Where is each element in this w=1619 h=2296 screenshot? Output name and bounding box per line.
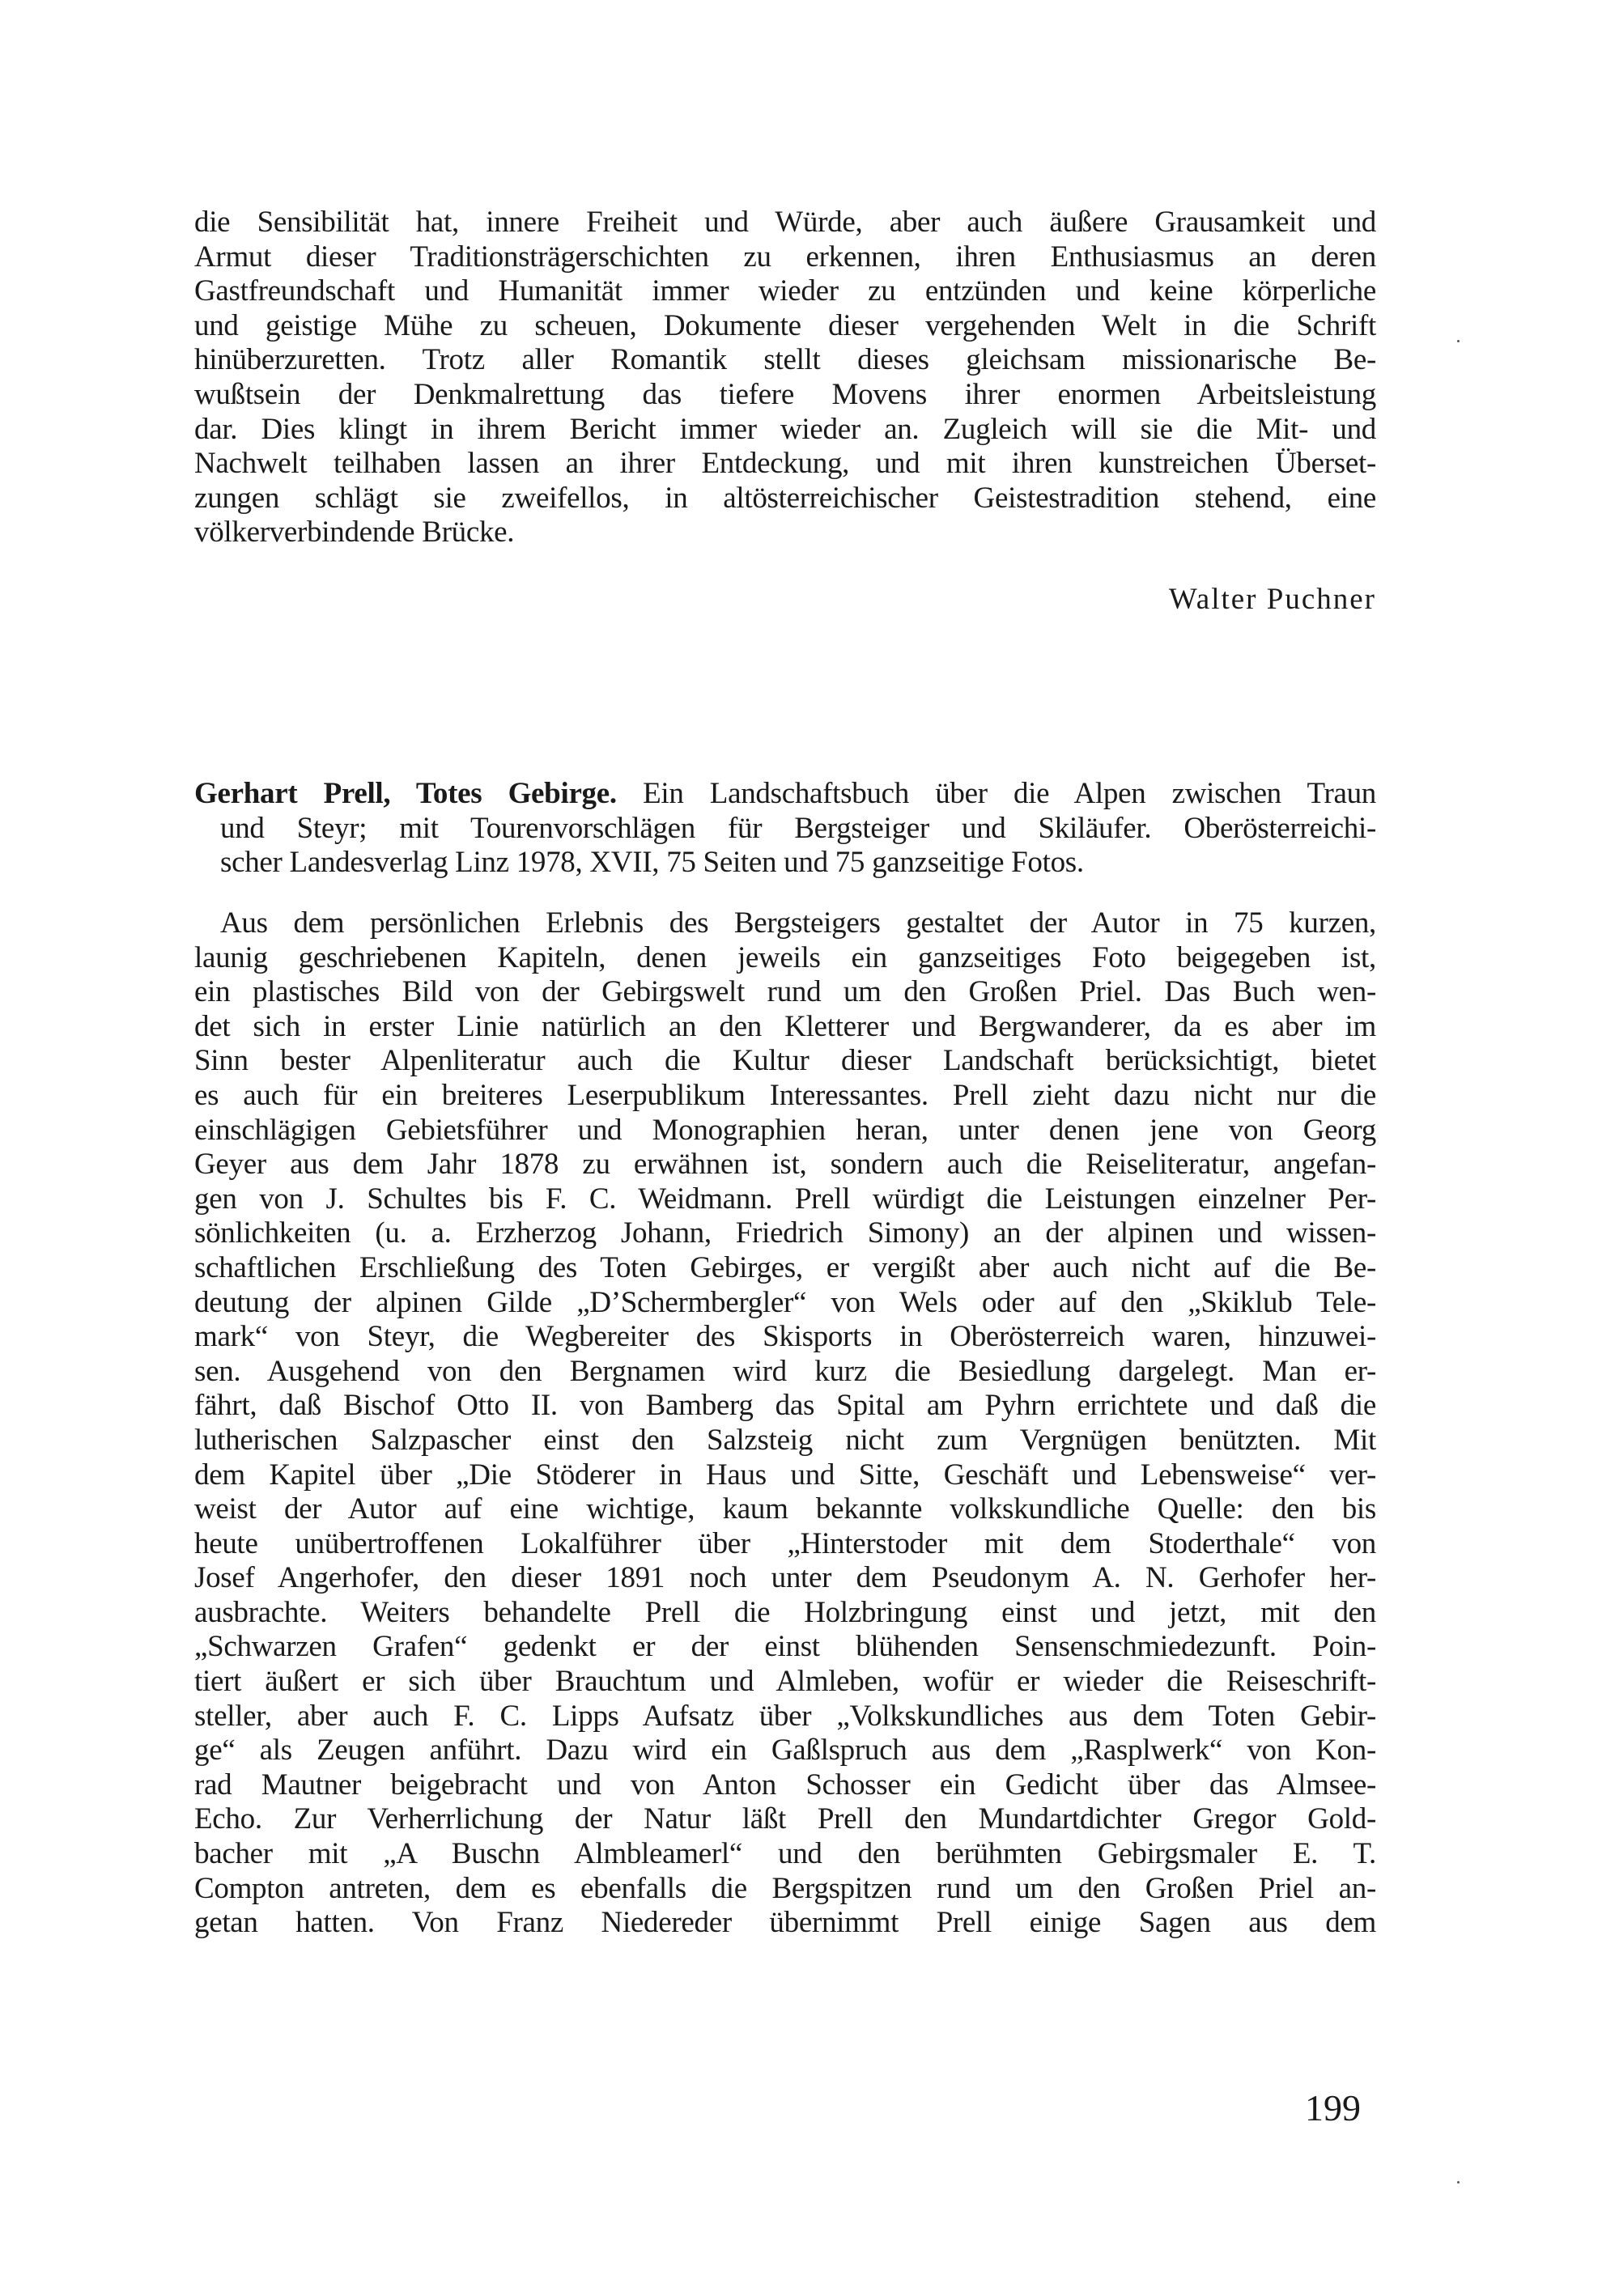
text-line: sen. Ausgehend von den Bergnamen wird kurz die Besiedlung dargelegt. Man er- <box>194 1354 1376 1388</box>
citation-line-2: und Steyr; mit Tourenvorschlägen für Bergsteiger und Skiläufer. Oberösterreichi- <box>220 811 1376 845</box>
text-line: rad Mautner beigebracht und von Anton Schosser ein Gedicht über das Almsee- <box>194 1768 1376 1802</box>
review-1-signature: Walter Puchner <box>1168 583 1376 616</box>
text-line: „Schwarzen Grafen“ gedenkt er der einst blühenden Sensenschmiedezunft. Poin- <box>194 1630 1376 1664</box>
text-line: ein plastisches Bild von der Gebirgswelt rund um den Großen Priel. Das Buch wen- <box>194 975 1376 1009</box>
text-line: Sinn bester Alpenliteratur auch die Kultur dieser Landschaft berücksichtigt, bietet <box>194 1044 1376 1078</box>
text-line: heute unübertroffenen Lokalführer über „Hinterstoder mit dem Stoderthale“ von <box>194 1526 1376 1560</box>
text-line: steller, aber auch F. C. Lipps Aufsatz über „Volkskundliches aus dem Toten Gebir- <box>194 1699 1376 1733</box>
text-line: Echo. Zur Verherrlichung der Natur läßt Prell den Mundartdichter Gregor Gold- <box>194 1802 1376 1836</box>
scan-speck <box>1457 2181 1460 2184</box>
text-line: Geyer aus dem Jahr 1878 zu erwähnen ist, sondern auch die Reiseliteratur, angefan- <box>194 1148 1376 1182</box>
citation-subtitle: Ein Landschaftsbuch über die Alpen zwischen Traun <box>616 777 1376 810</box>
page-number: 199 <box>1305 2087 1361 2128</box>
text-line: einschlägigen Gebietsführer und Monographien heran, unter denen jene von Georg <box>194 1113 1376 1147</box>
text-line: und geistige Mühe zu scheuen, Dokumente dieser vergehenden Welt in die Schrift <box>194 308 1376 342</box>
text-line: mark“ von Steyr, die Wegbereiter des Skisports in Oberösterreich waren, hinzuwei- <box>194 1320 1376 1354</box>
text-line: Josef Angerhofer, den dieser 1891 noch unter dem Pseudonym A. N. Gerhofer her- <box>194 1561 1376 1595</box>
text-line: wußtsein der Denkmalrettung das tiefere Movens ihrer enormen Arbeitsleistung <box>194 377 1376 411</box>
text-line: dem Kapitel über „Die Stöderer in Haus und Sitte, Geschäft und Lebensweise“ ver- <box>194 1458 1376 1492</box>
text-line: Nachwelt teilhaben lassen an ihrer Entdeckung, und mit ihren kunstreichen Überset- <box>194 447 1376 481</box>
review-1-paragraph <box>194 206 1376 550</box>
review-2-paragraph <box>194 906 1376 1941</box>
text-line: deutung der alpinen Gilde „D’Schermbergler“ von Wels oder auf den „Skiklub Tele- <box>194 1285 1376 1319</box>
text-line: Aus dem persönlichen Erlebnis des Bergsteigers gestaltet der Autor in 75 kurzen, <box>220 906 1376 940</box>
text-line: es auch für ein breiteres Leserpublikum Interessantes. Prell zieht dazu nicht nur die <box>194 1078 1376 1112</box>
text-line: launig geschriebenen Kapiteln, denen jeweils ein ganzseitiges Foto beigegeben ist, <box>194 940 1376 974</box>
text-line: zungen schlägt sie zweifellos, in altösterreichischer Geistestradition stehend, eine <box>194 481 1376 515</box>
citation-line-3: scher Landesverlag Linz 1978, XVII, 75 Seiten und 75 ganzseitige Fotos. <box>220 846 1084 880</box>
text-line: getan hatten. Von Franz Niedereder übernimmt Prell einige Sagen aus dem <box>194 1906 1376 1940</box>
text-line: sönlichkeiten (u. a. Erzherzog Johann, Friedrich Simony) an der alpinen und wissen- <box>194 1216 1376 1250</box>
text-line: hinüberzuretten. Trotz aller Romantik stellt dieses gleichsam missionarische Be- <box>194 343 1376 377</box>
text-line: det sich in erster Linie natürlich an den Kletterer und Bergwanderer, da es aber im <box>194 1009 1376 1043</box>
text-line: Gastfreundschaft und Humanität immer wieder zu entzünden und keine körperliche <box>194 274 1376 308</box>
text-line: Armut dieser Traditionsträgerschichten zu erkennen, ihren Enthusiasmus an deren <box>194 240 1376 274</box>
text-line: die Sensibilität hat, innere Freiheit und Würde, aber auch äußere Grausamkeit und <box>194 206 1376 239</box>
text-line: völkerverbindende Brücke. <box>194 516 515 550</box>
text-line: schaftlichen Erschließung des Toten Gebirges, er vergißt aber auch nicht auf die Be- <box>194 1250 1376 1284</box>
text-line: lutherischen Salzpascher einst den Salzsteig nicht zum Vergnügen benützten. Mit <box>194 1423 1376 1457</box>
text-line: fährt, daß Bischof Otto II. von Bamberg das Spital am Pyhrn errichtete und daß die <box>194 1389 1376 1423</box>
text-line: ge“ als Zeugen anführt. Dazu wird ein Gaßlspruch aus dem „Rasplwerk“ von Kon- <box>194 1734 1376 1768</box>
text-line: weist der Autor auf eine wichtige, kaum bekannte volkskundliche Quelle: den bis <box>194 1492 1376 1526</box>
text-line: ausbrachte. Weiters behandelte Prell die Holzbringung einst und jetzt, mit den <box>194 1595 1376 1629</box>
text-line: Compton antreten, dem es ebenfalls die Bergspitzen rund um den Großen Priel an- <box>194 1871 1376 1905</box>
scan-speck <box>1457 340 1460 342</box>
text-line: dar. Dies klingt in ihrem Bericht immer wieder an. Zugleich will sie die Mit- und <box>194 412 1376 446</box>
text-line: gen von J. Schultes bis F. C. Weidmann. Prell würdigt die Leistungen einzelner Per- <box>194 1182 1376 1216</box>
text-line: tiert äußert er sich über Brauchtum und Almleben, wofür er wieder die Reiseschrift- <box>194 1665 1376 1699</box>
text-line: bacher mit „A Buschn Almbleamerl“ und den berühmten Gebirgsmaler E. T. <box>194 1837 1376 1871</box>
citation-author-title: Gerhart Prell, Totes Gebirge. <box>194 777 617 810</box>
citation-line-1 <box>194 777 1376 812</box>
review-2-citation <box>194 777 1376 881</box>
